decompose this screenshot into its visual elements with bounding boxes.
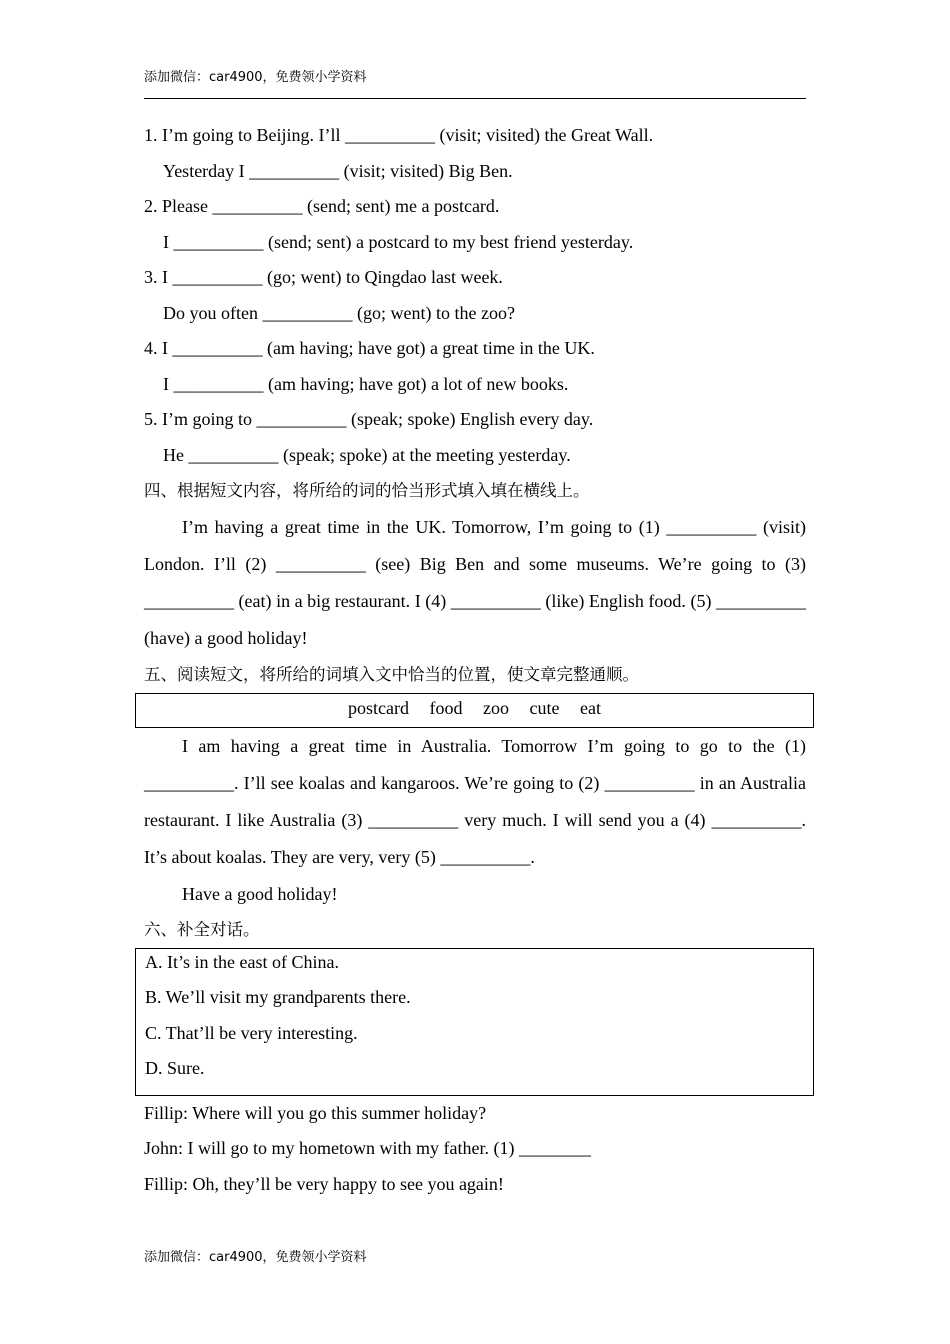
exercise-line: Do you often __________ (go; went) to the zoo? [163,302,515,323]
option-item: A. It’s in the east of China. [145,951,339,972]
section-4-paragraph: I’m having a great time in the UK. Tomorrow, I’m going to (1) __________ (visit) London. I’ll (2) __________ (see) Big Ben and some museums. We’re going to (3) __________ (eat) in a big restaurant. I (4) __________ (like) English food. (5) __________ (have) a good holiday! [144,516,806,649]
exercise-line: Yesterday I __________ (visit; visited) Big Ben. [163,160,513,181]
page-header: 添加微信：car4900，免费领小学资料 [144,70,367,85]
exercise-line: 4. I __________ (am having; have got) a great time in the UK. [144,338,595,358]
page-footer: 添加微信：car4900，免费领小学资料 [144,1250,367,1265]
section-4 [144,473,806,657]
word-bank-item: food [429,697,463,718]
option-item: C. That’ll be very interesting. [145,1022,358,1043]
exercise-line: I __________ (send; sent) a postcard to my best friend yesterday. [163,231,634,252]
section-6 [144,912,806,1202]
exercise-line: I __________ (am having; have got) a lot of new books. [163,373,569,394]
exercise-line: 2. Please __________ (send; sent) me a postcard. [144,196,500,216]
word-bank-item: postcard [348,697,409,718]
section-5-closing: Have a good holiday! [182,883,338,904]
option-item: B. We’ll visit my grandparents there. [145,987,411,1008]
exercise-line: 3. I __________ (go; went) to Qingdao last week. [144,267,503,287]
option-item: D. Sure. [145,1058,205,1079]
worksheet-content [144,118,806,1202]
section-5-title: 五、阅读短文，将所给的词填入文中恰当的位置，使文章完整通顺。 [144,665,639,685]
section-5-paragraph: I am having a great time in Australia. Tomorrow I’m going to go to the (1) __________. I’ll see koalas and kangaroos. We’re going to (2) __________ in an Australia restaurant. I like Australia (3) __________ very much. I will send you a (4) __________. It’s about koalas. They are very, very (5) __________. [144,735,806,868]
dialogue-line: Fillip: Where will you go this summer holiday? [144,1102,487,1123]
exercise-line: He __________ (speak; spoke) at the meeting yesterday. [163,444,571,465]
dialogue-line: John: I will go to my hometown with my father. (1) ________ [144,1138,591,1159]
header-divider [144,98,806,99]
word-bank-item: cute [529,697,560,718]
section-6-title: 六、补全对话。 [144,920,260,940]
section-3-exercises [144,118,806,473]
exercise-line: 1. I’m going to Beijing. I’ll __________ (visit; visited) the Great Wall. [144,125,654,145]
word-bank-item: zoo [483,697,509,718]
word-bank-item: eat [579,697,601,718]
dialogue-line: Fillip: Oh, they’ll be very happy to see you again! [144,1173,504,1194]
word-bank-box [135,693,814,728]
section-5 [144,657,806,912]
options-box [135,948,814,1096]
section-4-title: 四、根据短文内容，将所给的词的恰当形式填入填在横线上。 [144,481,590,500]
exercise-line: 5. I’m going to __________ (speak; spoke) English every day. [144,409,594,429]
